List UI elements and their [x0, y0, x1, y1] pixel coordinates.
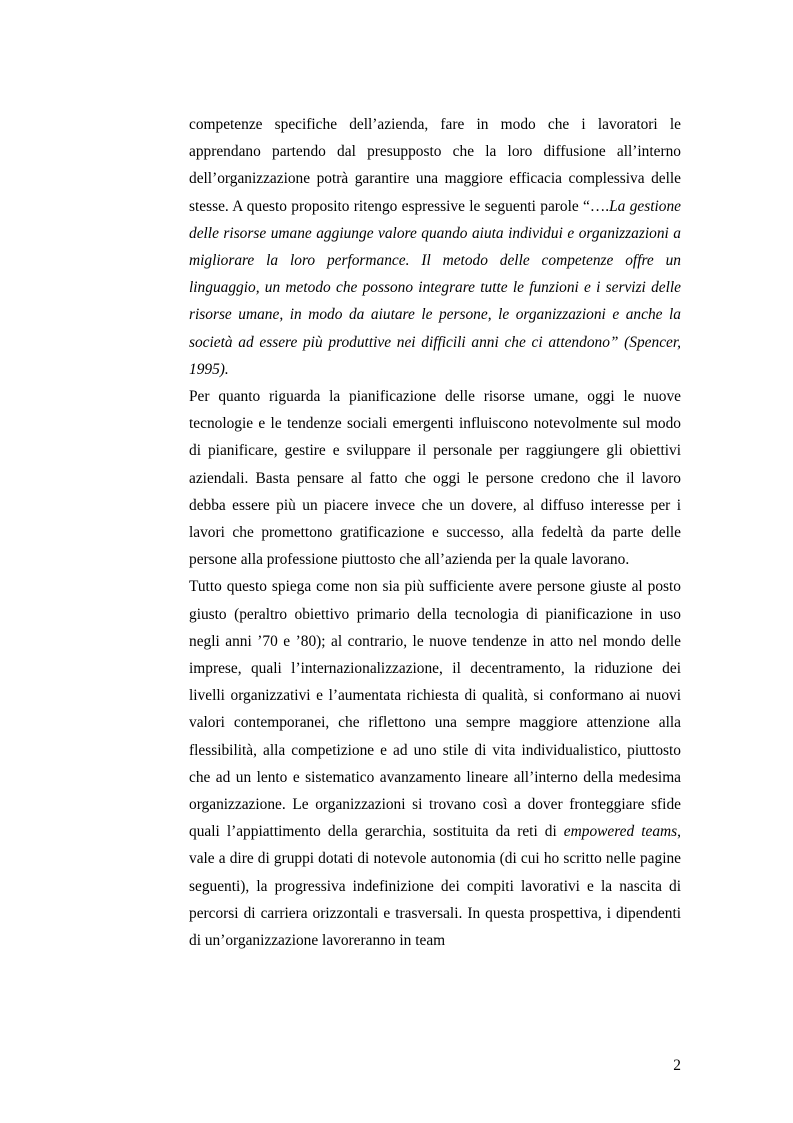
paragraph: Per quanto riguarda la pianificazione delle risorse umane, oggi le nuove tecnologie e le tendenze sociali emergenti influiscono notevolmente sul modo di pianificare, gestire e sviluppare il personale per raggiungere gli obiettivi aziendali. Basta pensare al fatto che oggi le persone credono che il lavoro debba essere più un piacere invece che un dovere, al diffuso interesse per i lavori che promettono gratificazione e successo, alla fedeltà da parte delle persone alla professione piuttosto che all’azienda per la quale lavorano.: [189, 388, 681, 569]
document-body: [189, 111, 681, 954]
paragraph-text: , vale a dire di gruppi dotati di notevole autonomia (di cui ho scritto nelle pagine seguenti), la progressiva indefinizione dei compiti lavorativi e la nascita di percorsi di carriera orizzontali e trasversali. In questa prospettiva, i dipendenti di un’organizzazione lavoreranno in team: [189, 823, 681, 950]
paragraph-text: competenze specifiche dell’azienda, fare in modo che i lavoratori le apprendano partendo dal presupposto che la loro diffusione all’interno dell’organizzazione potrà garantire una maggiore efficacia complessiva delle stesse. A questo proposito ritengo espressive le seguenti parole “….: [189, 116, 681, 215]
paragraph: [189, 111, 681, 383]
paragraph: [189, 573, 681, 954]
paragraph-text: Tutto questo spiega come non sia più sufficiente avere persone giuste al posto giusto (peraltro obiettivo primario della tecnologia di pianificazione in uso negli anni ’70 e ’80); al contrario, le nuove tendenze in atto nel mondo delle imprese, quali l’internazionalizzazione, il decentramento, la riduzione dei livelli organizzativi e l’aumentata richiesta di qualità, si conformano ai nuovi valori contemporanei, che riflettono una sempre maggiore attenzione alla flessibilità, alla competizione e ad uno stile di vita individualistico, piuttosto che ad un lento e sistematico avanzamento lineare all’interno della medesima organizzazione. Le organizzazioni si trovano così a dover fronteggiare sfide quali l’appiattimento della gerarchia, sostituita da reti di: [189, 578, 681, 841]
emphasized-term: empowered teams: [563, 823, 678, 841]
quotation: La gestione delle risorse umane aggiunge valore quando aiuta individui e organizzazioni a migliorare la loro performance. Il metodo delle competenze offre un linguaggio, un metodo che possono integrare tutte le funzioni e i servizi delle risorse umane, in modo da aiutare le persone, le organizzazioni e anche la società ad essere più produttive nei difficili anni che ci attendono” (Spencer, 1995).: [189, 197, 681, 378]
page-number: 2: [673, 1057, 681, 1074]
